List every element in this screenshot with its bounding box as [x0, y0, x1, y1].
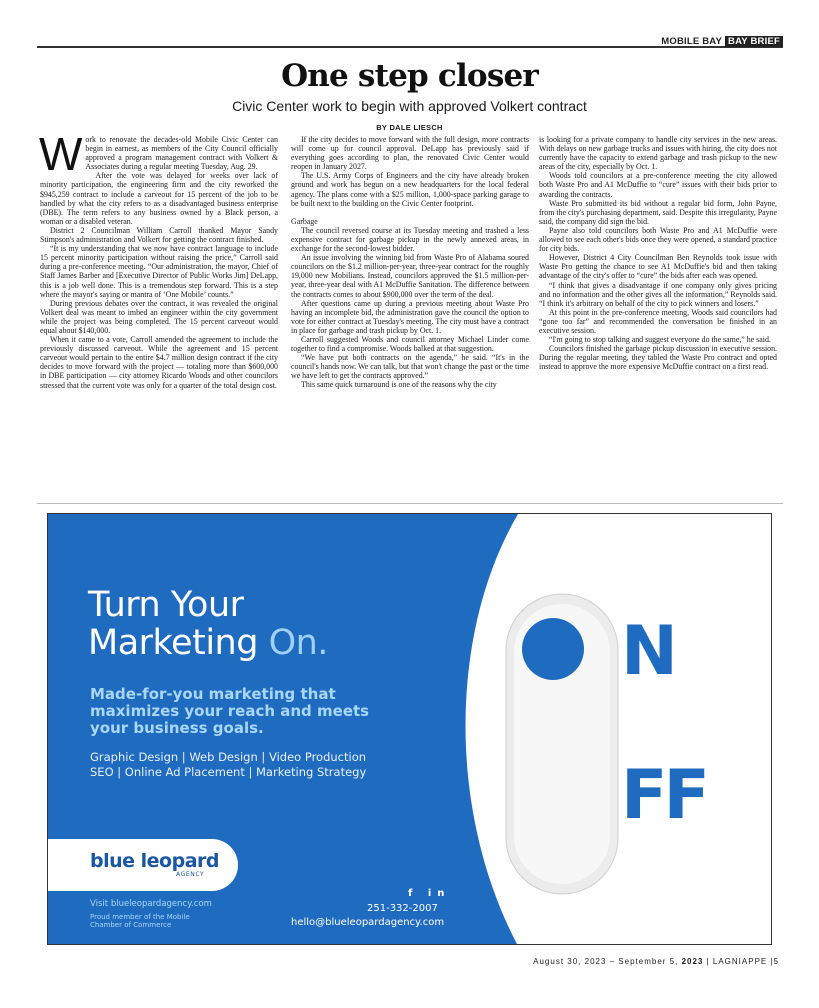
brand-logo-sub: AGENCY [176, 871, 205, 878]
article-paragraph: An issue involving the winning bid from Waste Pro of Alabama soured councilors on the $1.2 million-per-year, three-year contract for the roughly 19,000 new Mobilians. Instead, councilors approved the $1.5 million-per-year, three-year deal with A1 McDuffie Sanitation. The difference between the contracts comes to about $900,000 over the term of the deal. [291, 253, 529, 299]
article-column-2 [291, 135, 529, 390]
article-paragraph: “We have put both contracts on the agenda,” he said. “It's in the council's hands now. We can talk, but that won't change the past or the time we have left to get the contracts approved.” [291, 353, 529, 381]
switch-knob [522, 618, 584, 680]
article-paragraph: However, District 4 City Councilman Ben Reynolds took issue with Waste Pro getting the chance to see A1 McDuffie's bid and then taking advantage of the city's offer to “cure” the bids after each was opened. [539, 253, 777, 281]
switch-label-on: N [621, 612, 678, 691]
ad-services-line-2: SEO | Online Ad Placement | Marketing Strategy [90, 765, 367, 779]
brand-logo: blue leopard [90, 850, 219, 872]
article-paragraph: “It is my understanding that we now have contract language to include 15 percent minority participation without raising the price,” Carroll said during a pre-conference meeting. “Our administration, the mayor, Chief of Staff James Barber and [Executive Director of Public Works Jim] DeLapp, this is a job well done. This is a tremendous step forward. This is a step where the mayor's saying or mantra of ‘One Mobile’ counts.” [40, 244, 278, 299]
section-subname: BAY BRIEF [725, 36, 783, 47]
footer-publication: LAGNIAPPE [712, 957, 768, 966]
article-column-1 [39, 128, 278, 390]
ad-title-line-1: Turn Your [88, 585, 244, 625]
article-paragraph: The council reversed course at its Tuesday meeting and trashed a less expensive contract for garbage pickup in the newly annexed areas, in exchange for the second-lowest bidder. [291, 225, 529, 254]
section-name: MOBILE BAY [661, 36, 723, 47]
article-paragraph: is looking for a private company to handle city services in the new areas. With delays on new garbage trucks and issues with hiring, the city does not currently have the capacity to extend garbage and trash pickup to the new areas of the city, especially by Oct. 1. [539, 135, 777, 172]
article-byline: BY DALE LIESCH [376, 123, 443, 132]
section-subhead: Garbage [291, 216, 318, 226]
article-paragraph: District 2 Councilman William Carroll thanked Mayor Sandy Stimpson's administration and Volkert for getting the contract finished. [40, 225, 278, 245]
article-paragraph: During previous debates over the contract, it was revealed the original Volkert deal was meant to imbed an engineer within the city government while the project was being completed. The 15 percent carveout would equal about $140,000. [40, 298, 278, 335]
article-paragraph: Carroll suggested Woods and council attorney Michael Linder come together to find a compromise. Woods balked at that suggestion. [291, 334, 529, 354]
article-headline: One step closer [281, 58, 538, 94]
article-column-3 [539, 135, 777, 371]
ad-phone[interactable]: 251-332-2007 [367, 903, 438, 914]
article-paragraph: Waste Pro submitted its bid without a regular bid form, John Payne, from the city's purchasing department, said. Despite this irregularity, Payne said, the company did sign the bid. [539, 198, 777, 226]
article-paragraph: Work to renovate the decades-old Mobile Civic Center can begin in earnest, as members of the City Council officially approved a program management contract with Volkert & Associates during a regular meeting Tuesday, Aug. 29. [39, 128, 278, 180]
ad-tagline: Made-for-you marketing that maximizes your reach and meets your business goals. [90, 685, 370, 737]
section-tag [661, 36, 783, 47]
article-paragraph: If the city decides to move forward with the full design, more contracts will come up for council approval. DeLapp has previously said if everything goes according to plan, the renovated Civic Center would reopen in January 2027. [291, 135, 529, 172]
ad-title-line-2: Marketing On. [88, 623, 328, 663]
article-paragraph: “I'm going to stop talking and suggest everyone do the same,” he said. [549, 335, 771, 345]
article-paragraph: When it came to a vote, Carroll amended the agreement to include the previously discussed carveout. While the agreement and 15 percent carveout would pertain to the entire $4.7 million design contract if the city decides to move forward with the project — totaling more than $600,000 in DBE participation — city attorney Ricardo Woods and other councilors stressed that the current vote was only for a quarter of the total design cost. [40, 335, 278, 390]
article-paragraph: Woods told councilors at a pre-conference meeting the city allowed both Waste Pro and A1 McDuffie to “cure” issues with their bids prior to awarding the contracts. [539, 171, 777, 199]
social-icons[interactable]: f in [408, 888, 451, 899]
article-paragraph: Councilors finished the garbage pickup discussion in executive session. During the regular meeting, they tabled the Waste Pro contract and opted instead to approve the more expensive McDuffie contract on a first read. [539, 344, 777, 372]
article-paragraph: “I think that gives a disadvantage if one company only gives pricing and no information and the other gives all the information,” Reynolds said. “I think it's arbitrary on behalf of the city to pick winners and losers.” [539, 280, 777, 308]
ad-email[interactable]: hello@blueleopardagency.com [291, 917, 445, 928]
footer-page-number: |5 [767, 957, 779, 966]
ad-website-link[interactable]: Visit blueleopardagency.com [90, 899, 212, 909]
switch-label-off: FF [621, 756, 706, 835]
drop-cap: W [39, 128, 83, 180]
article-paragraph: The U.S. Army Corps of Engineers and the city have already broken ground and work has begun on a new headquarters for the local federal agency. The plans come with a $25 million, 1,000-space parking garage to be built next to the building on the Civic Center footprint. [291, 171, 529, 208]
article-paragraph: Payne also told councilors both Waste Pro and A1 McDuffie were allowed to see each other's bids once they were opened, a standard practice for city bids. [539, 225, 777, 254]
article-paragraph: After questions came up during a previous meeting about Waste Pro having an incomplete bid, the administration gave the council the option to vote for either contract at Tuesday's meeting. The city must have a contract in place for garbage and trash pickup by Oct. 1. [291, 298, 529, 335]
page-footer: August 30, 2023 – September 5, 2023 | LAGNIAPPE |5 [533, 957, 779, 966]
ad-separator [37, 503, 783, 504]
footer-date: August 30, 2023 – September 5, [533, 957, 682, 966]
article-paragraph: At this point in the pre-conference meeting, Woods said councilors had “gone too far” and recommended the conversation be finished in an executive session. [539, 307, 777, 335]
article-subhead: Civic Center work to begin with approved Volkert contract [232, 98, 587, 114]
footer-year: 2023 [681, 957, 704, 966]
ad-title [88, 586, 328, 662]
ad-membership-note: Proud member of the Mobile Chamber of Commerce [90, 913, 190, 929]
ad-services-line-1: Graphic Design | Web Design | Video Production [90, 750, 367, 764]
article-paragraph: After the vote was delayed for weeks over lack of minority participation, the engineering firm and the city reworked the $945,259 contract to include a carveout for 15 percent of the job to be handled by what the city refers to as a disadvantaged business enterprise (DBE). The term refers to any business owned by a Black person, a woman or a disabled veteran. [40, 171, 278, 226]
article-paragraph: This same quick turnaround is one of the reasons why the city [301, 380, 497, 390]
advertisement[interactable] [47, 513, 772, 945]
ad-services [90, 750, 366, 780]
